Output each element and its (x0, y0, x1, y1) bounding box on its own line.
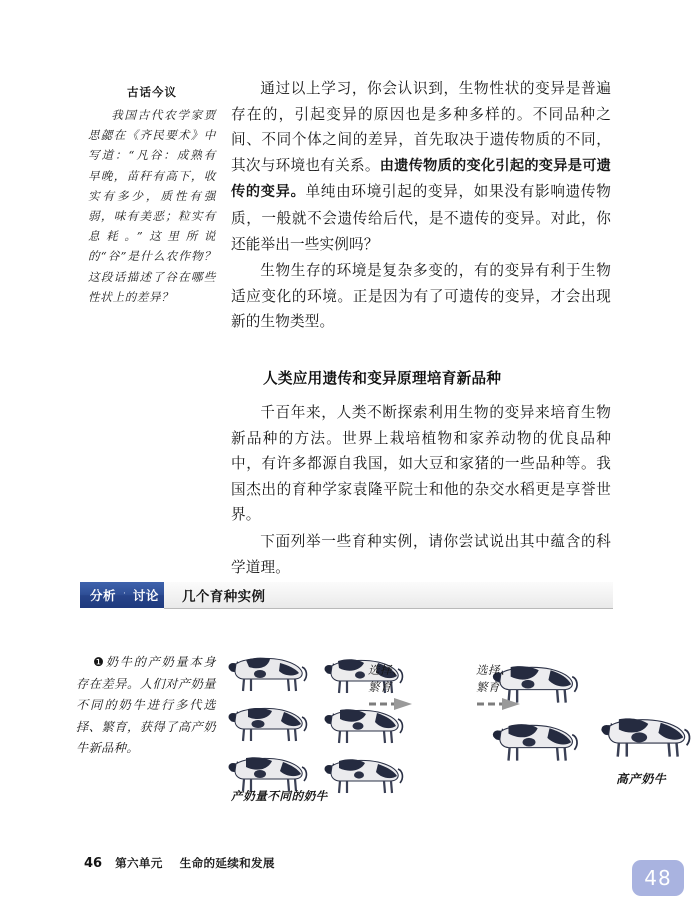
page-footer (84, 855, 275, 871)
paragraph-breeding-history: 千百年来，人类不断探索利用生物的变异来培育生物新品种的方法。世界上栽培植物和家养动物的优良品种中，有许多都源自我国，如大豆和家猪的一些品种等。我国杰出的育种学家袁隆平院士和他的杂交水稻更是享誉世界。 (231, 403, 611, 524)
dashed-arrow-icon (476, 697, 526, 711)
viewer-page-badge[interactable] (632, 860, 684, 896)
paragraph-1-segment-a: 通过以上学习，你会认识到，生物性状的变异是普遍存在的，引起变异的原因也是多种多样的。不同品种之间、不同个体之间的差异，首先取决于遗传物质的不同，其次与环境也有关系。 (231, 80, 611, 174)
section-heading-breeding: 人类应用遗传和变异原理培育新品种 (263, 369, 502, 387)
activity-title: 几个育种实例 (182, 589, 266, 605)
paragraph-variation-causes (231, 76, 611, 257)
figure-description (76, 652, 216, 760)
paragraph-1-emphasis: 由遗传物质的变化引起的变异是可遗传的变异。 (231, 157, 611, 201)
sidebar-note (88, 84, 216, 307)
cow-icon (488, 714, 583, 764)
figure-description-text: 奶牛的产奶量本身存在差异。人们对产奶量不同的奶牛进行多代选择、繁育，获得了高产奶牛新品种。 (76, 655, 216, 756)
footer-page-number: 46 (84, 856, 103, 871)
activity-tab-separator: · (123, 588, 126, 599)
activity-tab-analyze: 分析 (90, 588, 117, 603)
sidebar-note-title: 古话今议 (127, 85, 177, 99)
figure-result-label: 高产奶牛 (616, 772, 667, 786)
dashed-arrow-icon (368, 697, 418, 711)
activity-tab-discuss: 讨论 (132, 588, 159, 603)
activity-banner (80, 582, 613, 608)
selection-step-2-label-line1: 选择、 (476, 663, 512, 677)
selection-step-1 (368, 662, 418, 715)
sidebar-note-body: 我国古代农学家贾思勰在《齐民要术》中写道：“凡谷：成熟有早晚，苗秆有高下，收实有多少，质性有强弱，味有美恶；粒实有息耗。”这里所说的“谷”是什么农作物？这段话描述了谷在哪些性状上的差异？ (88, 108, 216, 304)
paragraph-examples-intro: 下面列举一些育种实例，请你尝试说出其中蕴含的科学道理。 (231, 532, 611, 576)
selection-step-2-label-line2: 繁育 (476, 680, 500, 694)
paragraph-1-segment-b: 单纯由环境引起的变异，如果没有影响遗传物质，一般就不会遗传给后代，是不遗传的变异。对此，你还能举出一些实例吗？ (231, 183, 611, 253)
selection-step-1-label-line2: 繁育 (368, 680, 392, 694)
cow-icon (320, 750, 408, 796)
selection-step-2 (476, 662, 526, 715)
activity-tab-group (80, 582, 169, 608)
viewer-page-badge-number: 48 (644, 866, 672, 890)
paragraph-environment: 生物生存的环境是复杂多变的，有的变异有利于生物适应变化的环境。正是因为有了可遗传的变异，才会出现新的生物类型。 (231, 262, 611, 331)
figure-dairy-cow-breeding (76, 648, 667, 813)
figure-caption: 产奶量不同的奶牛 (231, 789, 328, 803)
activity-title-container (164, 582, 613, 608)
cow-icon (224, 648, 312, 694)
cow-icon (224, 698, 312, 744)
main-text-column (231, 76, 611, 580)
footer-unit-title: 生命的延续和发展 (179, 856, 275, 870)
cow-icon-high-yield (596, 708, 696, 760)
activity-underline (164, 608, 613, 609)
footer-unit-label: 第六单元 (115, 856, 163, 870)
selection-step-1-label-line1: 选择、 (368, 663, 404, 677)
figure-item-marker: ❶ (93, 655, 106, 669)
